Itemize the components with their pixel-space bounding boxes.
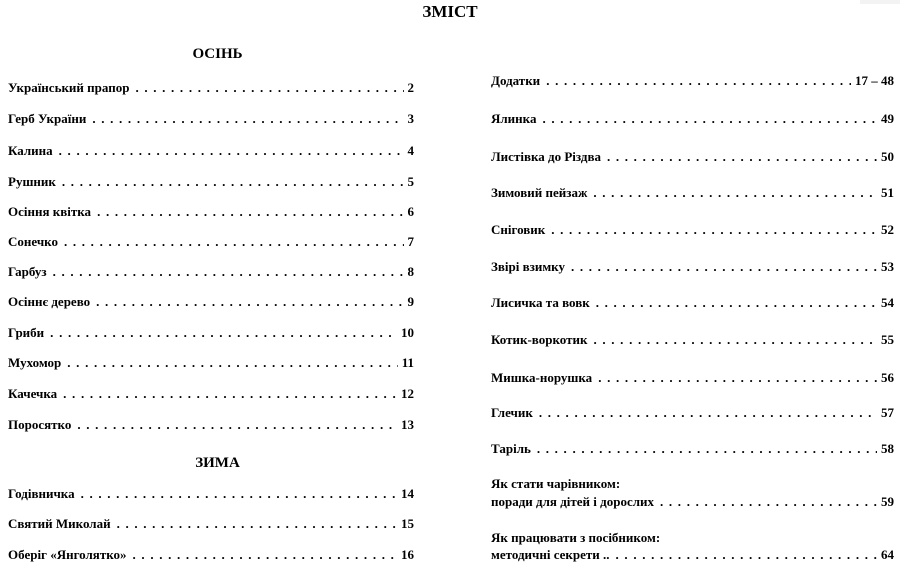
toc-entry-title: Поросятко [8, 417, 72, 432]
toc-entry-page: 56 [881, 370, 894, 385]
toc-entry-title-line2: поради для дітей і дорослих [491, 494, 654, 509]
toc-entry-page: 8 [407, 264, 414, 279]
toc-entry-title: Сніговик [491, 222, 546, 237]
toc-entry [8, 203, 414, 221]
section-heading-autumn: ОСІНЬ [192, 46, 243, 62]
toc-entry-title: Святий Миколай [8, 516, 111, 531]
toc-entry-title: Гриби [8, 325, 45, 340]
toc-entry-page: 49 [881, 111, 894, 126]
toc-entry [8, 79, 414, 97]
toc-entry [8, 173, 414, 191]
toc-entry-title: Глечик [491, 405, 533, 420]
toc-entry [491, 72, 894, 90]
toc-left-column [8, 0, 414, 566]
leader-dots [542, 110, 877, 128]
leader-dots [63, 385, 397, 403]
toc-entry-title: Котик-воркотик [491, 332, 588, 347]
toc-entry-page: 15 [401, 516, 414, 531]
toc-entry-title: Оберіг «Янголятко» [8, 547, 127, 562]
toc-entry-page: 57 [881, 405, 894, 420]
toc-entry [491, 110, 894, 128]
toc-entry-page: 54 [881, 295, 894, 310]
toc-entry-title: Рушник [8, 174, 56, 189]
leader-dots [62, 173, 404, 191]
toc-entry [8, 293, 414, 311]
toc-right-column [491, 0, 894, 566]
toc-entry-title: Лисичка та вовк [491, 295, 590, 310]
toc-entry-page: 9 [407, 294, 414, 309]
toc-entry [491, 369, 894, 387]
toc-entry-page: 12 [401, 386, 414, 401]
toc-entry-title: Український прапор [8, 80, 130, 95]
toc-entry-page: 10 [401, 325, 414, 340]
leader-dots [546, 72, 851, 90]
toc-entry-title: Додатки [491, 73, 541, 88]
toc-entry [8, 324, 414, 342]
toc-entry-title: Ялинка [491, 111, 537, 126]
toc-entry-page: 3 [407, 111, 414, 126]
toc-entry-title-line1: Як стати чарівником: [491, 476, 621, 491]
leader-dots [607, 148, 877, 166]
toc-entry [8, 142, 414, 160]
leader-dots [616, 546, 877, 564]
leader-dots [598, 369, 877, 387]
leader-dots [77, 416, 397, 434]
toc-entry-title: Мишка-норушка [491, 370, 593, 385]
toc-entry [8, 485, 414, 503]
toc-entry-page: 11 [401, 355, 414, 370]
toc-entry-page: 16 [401, 547, 414, 562]
toc-entry-page: 5 [407, 174, 414, 189]
toc-entry-page: 64 [881, 547, 894, 562]
leader-dots [50, 324, 397, 342]
toc-entry-page: 58 [881, 441, 894, 456]
leader-dots [537, 440, 877, 458]
leader-dots [133, 546, 397, 564]
toc-entry-title: Таріль [491, 441, 531, 456]
page-title: ЗМІСТ [422, 2, 478, 21]
toc-entry [491, 546, 894, 564]
leader-dots [81, 485, 397, 503]
toc-entry [491, 148, 894, 166]
toc-entry [8, 354, 414, 372]
toc-entry-title: Годівничка [8, 486, 75, 501]
toc-entry-title-line2: методичні секрети .. [491, 547, 610, 562]
toc-entry-page: 53 [881, 259, 894, 274]
toc-entry [491, 404, 894, 422]
section-heading-winter: ЗИМА [195, 455, 240, 471]
toc-entry-title: Осіннє дерево [8, 294, 91, 309]
toc-entry-title: Мухомор [8, 355, 62, 370]
toc-entry-page: 13 [401, 417, 414, 432]
leader-dots [596, 294, 877, 312]
leader-dots [96, 293, 403, 311]
toc-entry [8, 110, 414, 128]
toc-entry-page: 14 [401, 486, 414, 501]
toc-entry [8, 385, 414, 403]
toc-entry [491, 294, 894, 312]
toc-entry [491, 440, 894, 458]
leader-dots [539, 404, 877, 422]
toc-entry-title: Звірі взимку [491, 259, 565, 274]
leader-dots [92, 110, 403, 128]
leader-dots [67, 354, 397, 372]
toc-entry-page: 4 [407, 143, 414, 158]
toc-entry [8, 546, 414, 564]
toc-entry-title-line1: Як працювати з посібником: [491, 530, 661, 545]
leader-dots [551, 221, 877, 239]
leader-dots [135, 79, 403, 97]
toc-entry-page: 17 – 48 [855, 73, 894, 88]
leader-dots [53, 263, 404, 281]
leader-dots [593, 184, 877, 202]
toc-entry-page: 55 [881, 332, 894, 347]
toc-entry [8, 233, 414, 251]
toc-entry [8, 263, 414, 281]
toc-entry [491, 493, 894, 511]
toc-entry-title: Качечка [8, 386, 58, 401]
toc-entry-page: 7 [407, 234, 414, 249]
leader-dots [660, 493, 877, 511]
toc-entry [491, 258, 894, 276]
toc-entry-title: Гарбуз [8, 264, 47, 279]
leader-dots [97, 203, 403, 221]
toc-entry-title: Калина [8, 143, 53, 158]
toc-entry-title: Сонечко [8, 234, 58, 249]
leader-dots [117, 515, 397, 533]
toc-entry-title: Листівка до Різдва [491, 149, 601, 164]
leader-dots [59, 142, 404, 160]
toc-entry [491, 331, 894, 349]
toc-entry-page: 51 [881, 185, 894, 200]
toc-entry [8, 515, 414, 533]
toc-entry-page: 2 [407, 80, 414, 95]
toc-entry [491, 184, 894, 202]
toc-entry-title: Герб України [8, 111, 87, 126]
toc-entry [8, 416, 414, 434]
leader-dots [64, 233, 404, 251]
toc-entry [491, 221, 894, 239]
leader-dots [571, 258, 877, 276]
toc-entry-title: Зимовий пейзаж [491, 185, 588, 200]
toc-entry-page: 59 [881, 494, 894, 509]
toc-entry-page: 52 [881, 222, 894, 237]
leader-dots [593, 331, 877, 349]
toc-entry-page: 6 [407, 204, 414, 219]
toc-entry-title: Осіння квітка [8, 204, 92, 219]
toc-entry-page: 50 [881, 149, 894, 164]
